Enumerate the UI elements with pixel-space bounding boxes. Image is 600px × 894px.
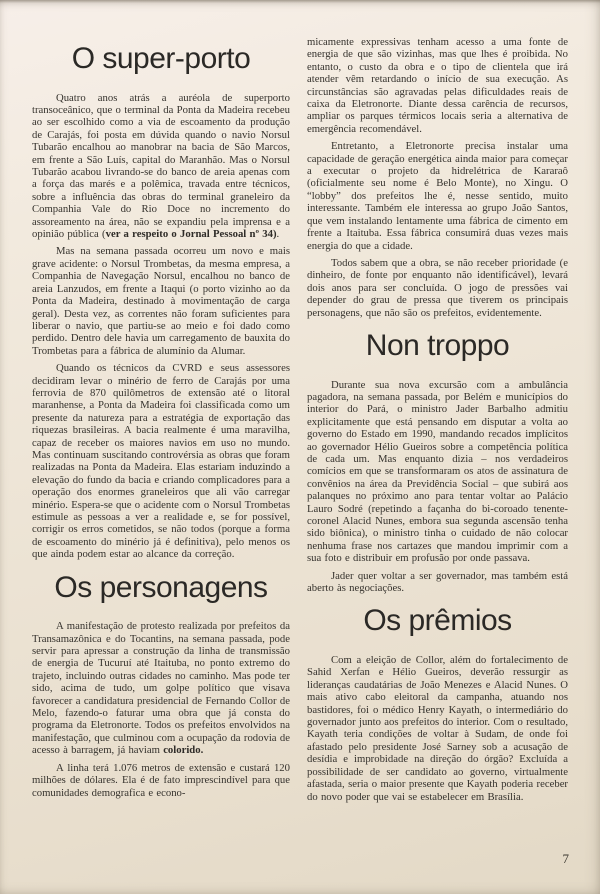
paragraph-personagens-1: A manifestação de protesto realizada por prefeitos da Transamazônica e do Tocantins, na semana passada, pode servir para apressar a construção da linha de transmissão de energia de Tucuruí até Itaituba, no ponto extremo do trajeto, incluindo outras cidades no caminho. Mas pode ter sido, acima de tudo, um golpe político que visava favorecer a candidatura presidencial de Fernando Collor de Melo, fazendo-o faturar uma obra que já consta do programa da Eletronorte. Todos os prefeitos envolvidos na manifestação, que culminou com a ocupação da rodovia de acesso à barragem, já haviam colorido. — [32, 620, 290, 757]
column-right — [307, 36, 568, 878]
section-heading-o-super-porto: O super-porto — [71, 42, 251, 75]
paragraph-premios-1: Com a eleição de Collor, além do fortalecimento de Sahid Xerfan e Hélio Gueiros, deverão ressurgir as lideranças caudatárias de João Menezes e Alacid Nunes. O mais ativo cabo eleitoral da campanha, atuando nos bastidores, foi o médico Henry Kayath, o intermediário do governador junto aos prefeitos do interior. Com o resultado, Kayath teria condições de voltar à Sudam, de onde foi afastado pelo presidente José Sarney sob a acusação de desídia e improbidade na direção do órgão? Excluída a possibilidade de ser candidato ao governo, virtualmente afastada, seria o maior presente que Kayath poderia receber do novo poder que vai se estabelecer em Brasília. — [307, 654, 568, 803]
section-heading-os-personagens: Os personagens — [54, 570, 268, 604]
column-left — [32, 40, 290, 882]
paragraph-non-troppo-2: Jader quer voltar a ser governador, mas também está aberto às negociações. — [307, 569, 568, 595]
section-heading-os-premios: Os prêmios — [363, 604, 512, 638]
paragraph-superporto-1: Quatro anos atrás a auréola de superporto transoceânico, que o terminal da Ponta da Madeira recebeu ao ser escolhido como a via de escoamento da produção de Carajás, foi posta em dúvida quando o navio Norsul Tubarão encalhou ao manobrar na bacia de São Marcos, em frente a São Luís, capital do Maranhão. Mas o Norsul Tubarão acabou livrando-se do banco de areia apenas com a força das marés e a polêmica, travada entre técnicos, sobre a influência das obras do terminal graneleiro da Companhia Vale do Rio Doce no incremento do assoreamento na área, não se expandiu pela imprensa e a opinião pública (ver a respeito o Jornal Pessoal nº 34). — [32, 91, 290, 241]
paragraph-personagens-continuation: micamente expressivas tenham acesso a uma fonte de energia de que são vizinhas, mas que lhes é proibida. No entanto, o custo da obra e o tipo de clientela que irá atender vêm retardando o início de sua execução. As circunstâncias são agravadas pelas dificuldades reais de caixa da Eletronorte. Diante dessa carência de recursos, ampliar os parques térmicos locais seria a alternativa de emergência recomendável. — [307, 36, 568, 135]
paragraph-personagens-2: A linha terá 1.076 metros de extensão e custará 120 milhões de dólares. Ela é de fato imprescindível para que comunidades demografica e econo- — [32, 761, 290, 799]
paragraph-superporto-3: Quando os técnicos da CVRD e seus assessores decidiram levar o minério de ferro de Carajás por uma ferrovia de 870 quilômetros de extensão até o litoral maranhense, a Ponta da Madeira foi classificada como um presente da natureza para a estratégia de exportação das riquezas brasileiras. A bacia realmente é uma maravilha, capaz de receber os maiores navios em uso no mundo. Mas continuam suscitando controvérsia as obras que foram realizadas na Ponta da Madeira. Elas estariam induzindo a elevação do fundo da bacia e criando complicadores para a operação dos enormes graneleiros que ali vão carregar minério. Espera-se que o acidente com o Norsul Trombetas estimule as pessoas a ver a realidade e, se for possível, corrigir os erros cometidos, se não todos (porque a forma de escoamento do minério já é definitiva), pelo menos os que ainda podem estar ao alcance da correção. — [32, 362, 290, 561]
paragraph-obra-prioridade: Todos sabem que a obra, se não receber prioridade (e dinheiro, de fonte por enquanto não identificável), levará dois anos para ser concluída. O jogo de pressões vai depender do grau de pressa que tiverem os principais personagens, que não são os prefeitos, evidentemente. — [307, 256, 568, 319]
paragraph-non-troppo-1: Durante sua nova excursão com a ambulância pagadora, na semana passada, por Belém e municípios do interior do Pará, o ministro Jader Barbalho admitiu explicitamente que está pensando em disputar a volta ao governo do Estado em 1990, mandando recados implícitos ao governador Hélio Gueiros sobre a competência política de cada um. Mas enquanto dizia – nos verdadeiros comícios em que se transformaram os atos de assinatura de convênios na área da Previdência Social – que subirá aos palanques no próximo ano para tentar voltar ao Palácio Lauro Sodré (repetindo a façanha do bi-coroado tenente-coronel Alacid Nunes, embora sua segunda ascensão tenha sido biônica), o ministro tinha o cuidado de não colocar nenhuma frase nos cartazes que mandou imprimir com a sua foto e distribuir em profusão por onde passava. — [307, 378, 568, 565]
paragraph-superporto-2: Mas na semana passada ocorreu um novo e mais grave acidente: o Norsul Trombetas, da mesma empresa, a Companhia de Navegação Norsul, encalhou no banco de areia Lanzudos, em frente a Itaqui (o porto vizinho ao da Ponta da Madeira, destinado à movimentação de carga geral). Desta vez, as correntes não foram suficientes para liberar o navio, que partiu-se ao meio e foi dado como perdido. Dentro dele havia um carregamento de bauxita do Trombetas para a fábrica de alumínio da Alumar. — [32, 245, 290, 357]
paragraph-eletronorte-kararao: Entretanto, a Eletronorte precisa instalar uma capacidade de geração energética ainda maior para começar a executar o projeto da hidrelétrica de Kararaô (oficialmente seu nome é Belo Monte), no Xingu. O “lobby” dos prefeitos lhe é, nesse sentido, muito interessante. Também ele interessa ao grupo João Santos, que vem instalando lentamente uma fábrica de cimento em frente a Itaituba. Essa fábrica consumirá duas vezes mais energia do que a cidade. — [307, 140, 568, 252]
section-heading-non-troppo: Non troppo — [365, 328, 510, 362]
page-number: 7 — [562, 851, 569, 866]
